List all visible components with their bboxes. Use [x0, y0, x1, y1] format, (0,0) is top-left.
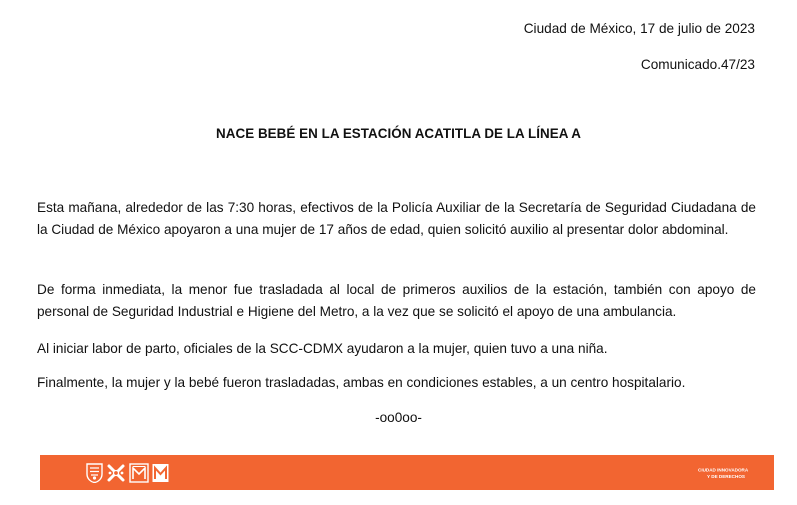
- release-title: NACE BEBÉ EN LA ESTACIÓN ACATITLA DE LA LÍNEA A: [216, 126, 581, 141]
- paragraph-4: Finalmente, la mujer y la bebé fueron trasladadas, ambas en condiciones estables, a un centro hospitalario.: [37, 375, 686, 390]
- tagline-line-1: CIUDAD INNOVADORA: [698, 467, 749, 473]
- cdmx-emblem-icon: [106, 463, 126, 483]
- footer-bar: [40, 455, 774, 490]
- footer-tagline-logo: [698, 465, 758, 481]
- release-date: Ciudad de México, 17 de julio de 2023: [523, 21, 755, 36]
- paragraph-2: De forma inmediata, la menor fue trasladada al local de primeros auxilios de la estación, también con apoyo de personal de Seguridad Industrial e Higiene del Metro, a la vez que se solicitó el apoyo de una ambulancia.: [37, 282, 756, 319]
- metro-m-icon: [152, 463, 169, 483]
- cdmx-crest-icon: [86, 463, 103, 483]
- paragraph-1: Esta mañana, alrededor de las 7:30 horas, efectivos de la Policía Auxiliar de la Secretaría de Seguridad Ciudadana de la Ciudad de México apoyaron a una mujer de 17 años de edad, quien solicitó auxilio al presentar dolor abdominal.: [37, 200, 756, 237]
- closing-separator: -oo0oo-: [375, 410, 422, 425]
- communique-number: Comunicado.47/23: [640, 57, 755, 72]
- paragraph-3: Al iniciar labor de parto, oficiales de la SCC-CDMX ayudaron a la mujer, quien tuvo a una niña.: [37, 341, 608, 356]
- metro-logo-icon: [129, 463, 149, 483]
- footer-logos: [86, 461, 169, 484]
- tagline-line-2: Y DE DERECHOS: [707, 474, 745, 479]
